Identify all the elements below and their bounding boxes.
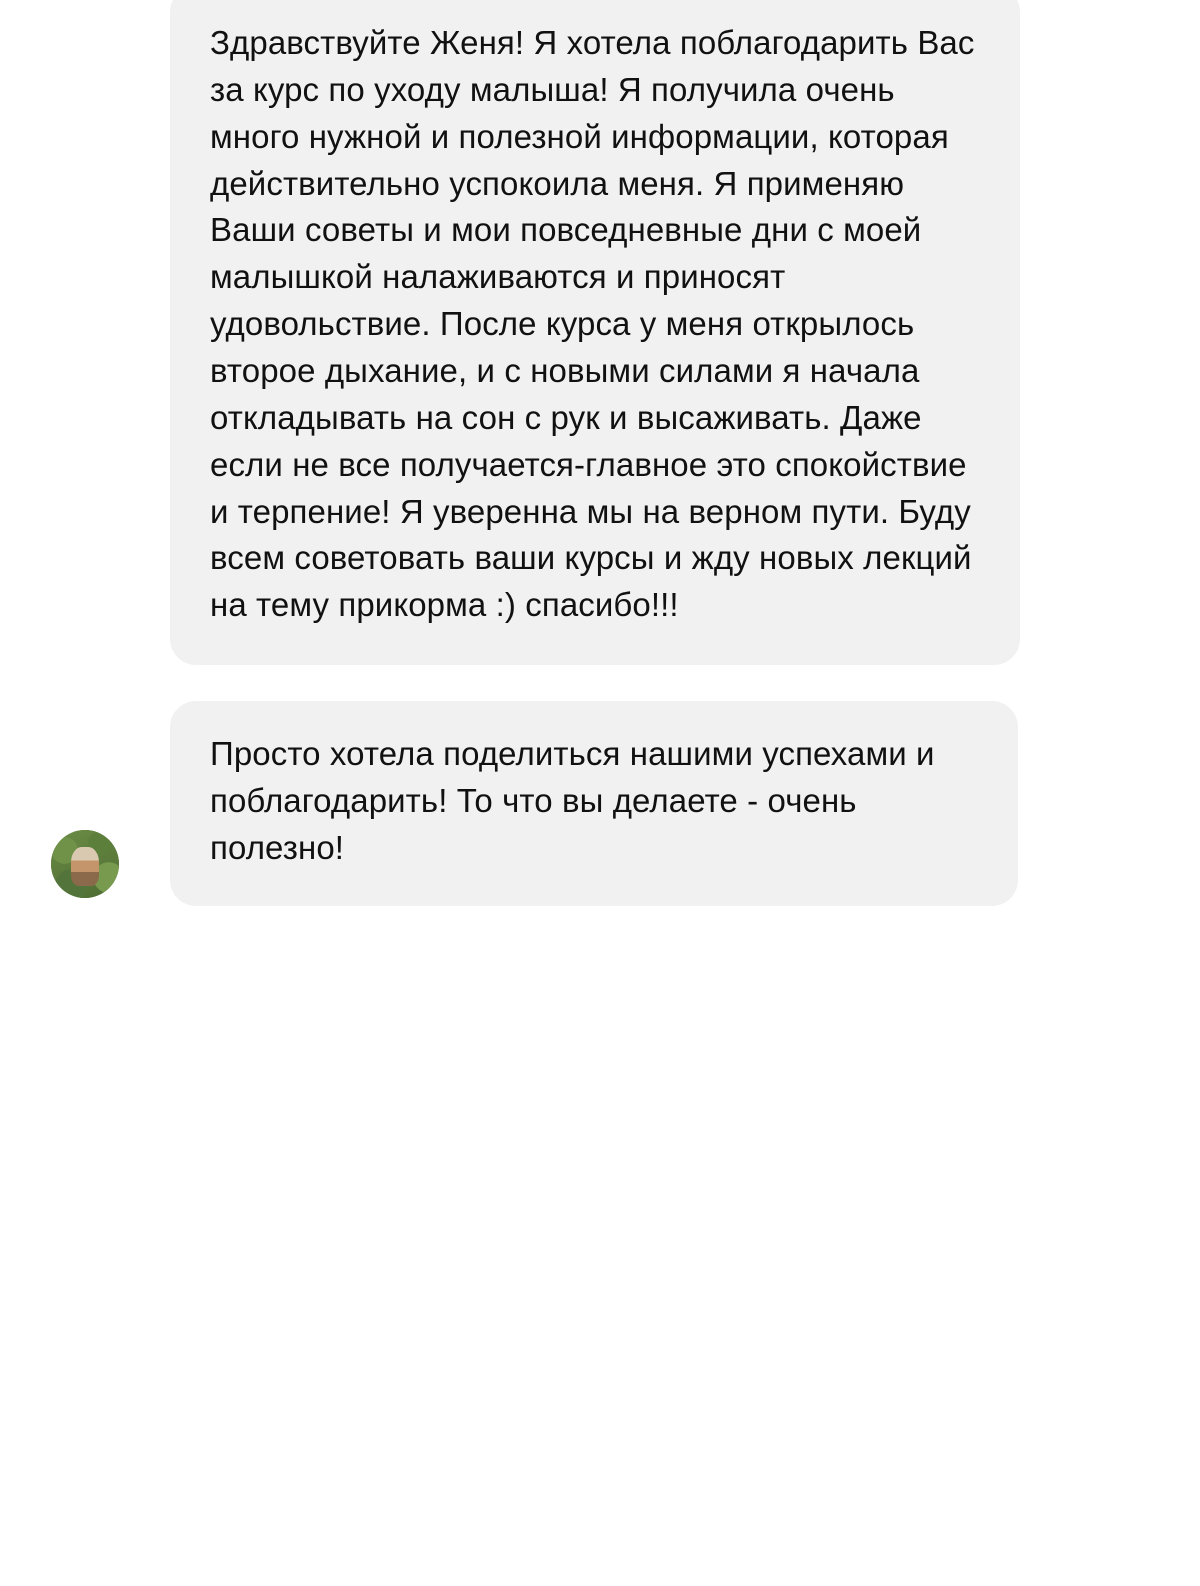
contact-avatar[interactable] [51, 830, 119, 898]
avatar-slot [0, 830, 170, 906]
avatar-person [71, 847, 98, 885]
message-row-2 [0, 701, 1200, 906]
message-row-1 [0, 0, 1200, 665]
message-bubble-incoming[interactable] [170, 701, 1018, 906]
message-text: Просто хотела поделиться нашими успехами и поблагодарить! То что вы делаете - очень полезно! [210, 735, 935, 866]
message-bubble-incoming[interactable] [170, 0, 1020, 665]
message-text: Здравствуйте Женя! Я хотела поблагодарить Вас за курс по уходу малыша! Я получила очень много нужной и полезной информации, которая действительно успокоила меня. Я применяю Ваши советы и мои повседневные дни с моей малышкой налаживаются и приносят удовольствие. После курса у меня открылось второе дыхание, и с новыми силами я начала откладывать на сон с рук и высаживать. Даже если не все получается-главное это спокойствие и терпение! Я уверенна мы на верном пути. Буду всем советовать ваши курсы и жду новых лекций на тему прикорма :) спасибо!!! [210, 24, 975, 624]
message-spacer [0, 665, 1200, 701]
